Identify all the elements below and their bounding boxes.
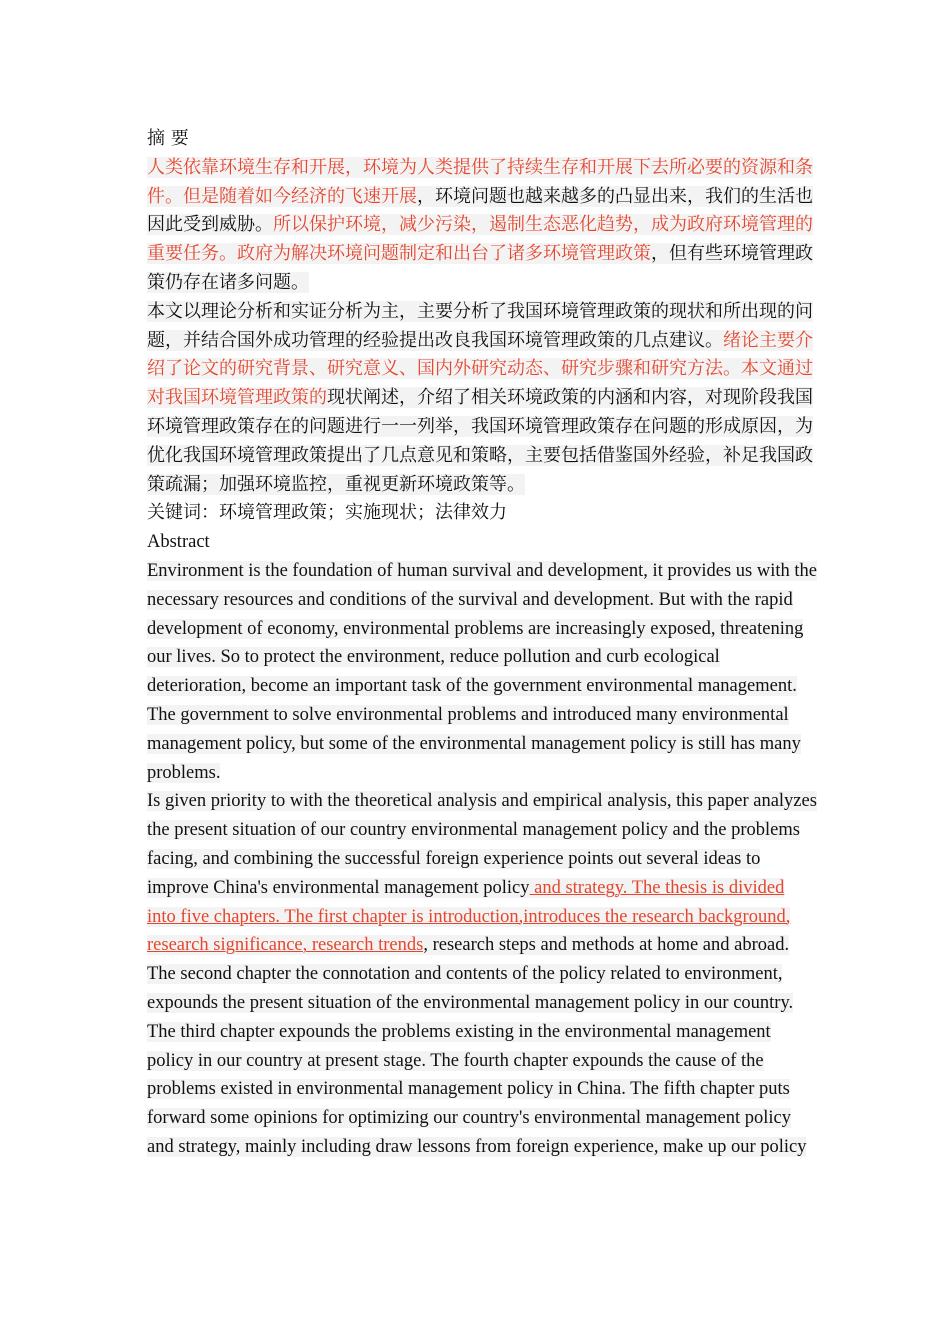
abstract-cn-paragraph-1 [147, 154, 817, 298]
abstract-cn-paragraph-2 [147, 298, 817, 500]
en-p2-rest: , research steps and methods at home and abroad. The second chapter the connotation and contents of the policy related to environment, expounds the present situation of the environmental management policy in our country. The third chapter expounds the problems existing in the environmental management policy in our country at present stage. The fourth chapter expounds the cause of the problems existed in environmental management policy in China. The fifth chapter puts forward some opinions for optimizing our country's environmental management policy and strategy, mainly including draw lessons from foreign experience, make up our policy [147, 935, 807, 1157]
cn-p2-segment-1: 本文以理论分析和实证分析为主，主要分析了我国环境管理政策的现状和所出现的问题，并结合国外成功管理的经验提出改良我国环境管理政策的几点建议。 [147, 300, 813, 351]
abstract-en-heading: Abstract [147, 532, 210, 553]
cn-p1-segment-4: ，但有些环境管理政策仍存在诸多问题。 [147, 243, 813, 293]
cn-p1-segment-1: 人类依靠环境生存和开展，环境为人类提供了持续生存和开展下去所必要的资源和条件。但是随着如今经济的飞速开展 [147, 156, 813, 207]
cn-p1-segment-3: 所以保护环境，减少污染，遏制生态恶化趋势，成为政府环境管理的重要任务。政府为解决环境问题制定和出台了诸多环境管理政策 [147, 214, 813, 265]
abstract-en-paragraph-2 [147, 787, 817, 1161]
abstract-cn-heading: 摘 要 [147, 128, 189, 149]
document-page [147, 125, 817, 1162]
cn-p2-segment-2: 绪论主要介绍了论文的研究背景、研究意义、国内外研究动态、研究步骤和研究方法。本文通过对我国环境管理政策的 [147, 329, 813, 409]
cn-p1-segment-2: ，环境问题也越来越多的凸显出来，我们的生活也因此受到威胁。 [147, 185, 813, 236]
en-p2-intro: Is given priority to with the theoretical analysis and empirical analysis, this paper analyzes the present situation of our country environmental management policy and the problems facing, and combining the successful foreign experience points out several ideas to improve China's environmental management policy [147, 791, 817, 898]
en-p2-red: and strategy. The thesis is divided into five chapters. The first chapter is introduction,introduces the research background, research significance, research trends [147, 877, 791, 956]
cn-p2-segment-3: 现状阐述，介绍了相关环境政策的内涵和内容，对现阶段我国环境管理政策存在的问题进行一一列举，我国环境管理政策存在问题的形成原因，为优化我国环境管理政策提出了几点意见和策略，主要包括借鉴国外经验，补足我国政策疏漏；加强环境监控，重视更新环境政策等。 [147, 387, 813, 495]
en-p1-text: Environment is the foundation of human survival and development, it provides us with the necessary resources and conditions of the survival and development. But with the rapid development of economy, environmental problems are increasingly exposed, threatening our lives. So to protect the environment, reduce pollution and curb ecological deterioration, become an important task of the government environmental management. The government to solve environmental problems and introduced many environmental management policy, but some of the environmental management policy is still has many problems. [147, 560, 817, 783]
keywords: 关键词：环境管理政策；实施现状；法律效力 [147, 502, 507, 524]
abstract-en-paragraph-1 [147, 557, 817, 787]
